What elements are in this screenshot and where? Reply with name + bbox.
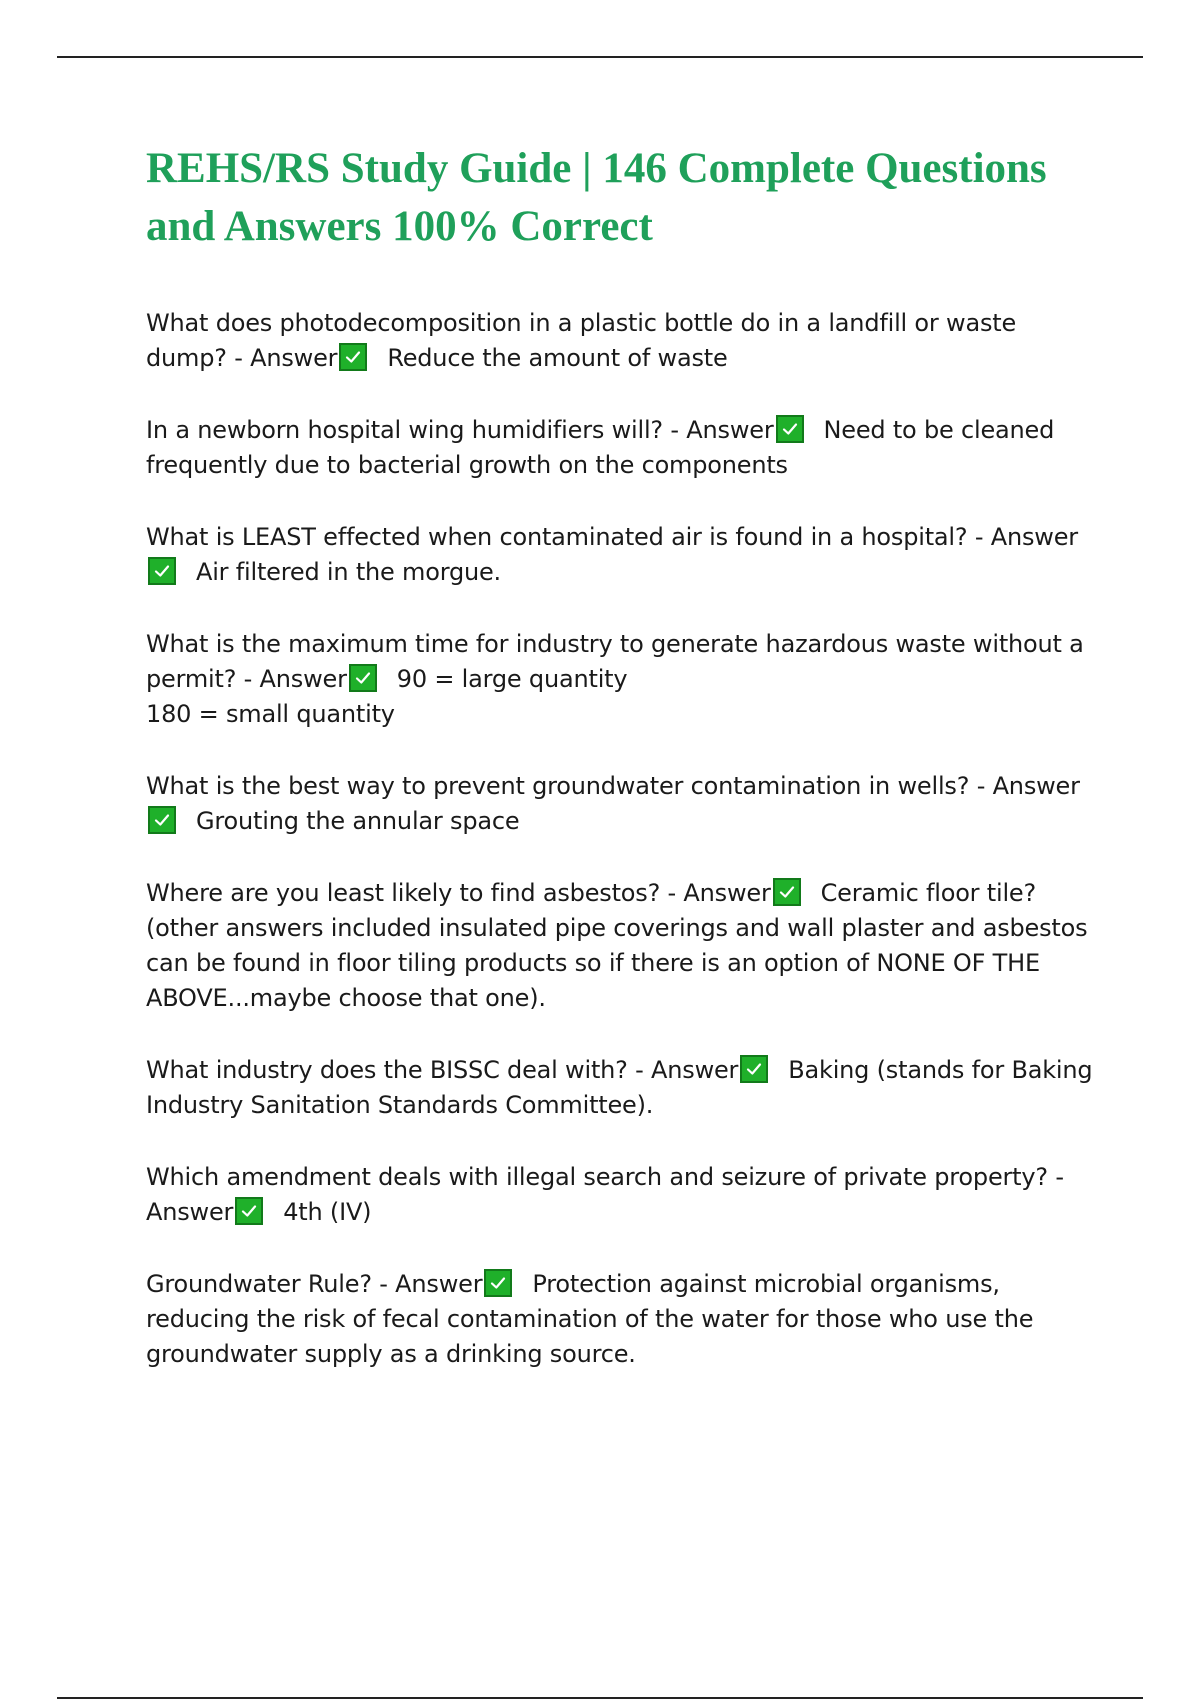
header-rule: [57, 56, 1143, 58]
question-text: What is the maximum time for industry to generate hazardous waste without a permit? - Answer: [146, 630, 1084, 693]
check-mark-icon: [484, 1269, 512, 1297]
answer-text: Air filtered in the morgue.: [196, 558, 501, 586]
qa-item: [146, 769, 1096, 839]
answer-text: Reduce the amount of waste: [387, 344, 728, 372]
answer-text: 90 = large quantity: [396, 665, 628, 693]
question-text: What industry does the BISSC deal with? - Answer: [146, 1056, 739, 1084]
qa-item: [146, 1160, 1096, 1230]
answer-extra-text: 180 = small quantity: [146, 700, 395, 728]
document-body: [146, 140, 1096, 1409]
answer-text: Ceramic floor tile? (other answers included insulated pipe coverings and wall plaster and asbestos can be found in floor tiling products so if there is an option of NONE OF THE ABOVE...maybe choose that one).: [146, 879, 1088, 1012]
qa-list: [146, 306, 1096, 1372]
check-mark-icon: [740, 1055, 768, 1083]
check-mark-icon: [773, 878, 801, 906]
answer-text: Protection against microbial organisms, reducing the risk of fecal contamination of the water for those who use the groundwater supply as a drinking source.: [146, 1270, 1034, 1368]
footer-rule: [57, 1697, 1143, 1699]
check-mark-icon: [349, 664, 377, 692]
answer-text: Grouting the annular space: [196, 807, 520, 835]
qa-item: [146, 876, 1096, 1016]
qa-item: [146, 520, 1096, 590]
document-title: REHS/RS Study Guide | 146 Complete Questions and Answers 100% Correct: [146, 145, 1047, 250]
qa-item: [146, 413, 1096, 483]
check-mark-icon: [776, 415, 804, 443]
question-text: Which amendment deals with illegal search and seizure of private property? - Answer: [146, 1163, 1064, 1226]
question-text: What does photodecomposition in a plastic bottle do in a landfill or waste dump? - Answer: [146, 309, 1017, 372]
check-mark-icon: [148, 557, 176, 585]
question-text: Where are you least likely to find asbestos? - Answer: [146, 879, 771, 907]
check-mark-icon: [235, 1197, 263, 1225]
question-text: In a newborn hospital wing humidifiers will? - Answer: [146, 416, 774, 444]
check-mark-icon: [339, 343, 367, 371]
question-text: What is the best way to prevent groundwater contamination in wells? - Answer: [146, 772, 1080, 800]
qa-item: [146, 627, 1096, 732]
qa-item: [146, 1267, 1096, 1372]
qa-item: [146, 306, 1096, 376]
answer-text: Baking (stands for Baking Industry Sanitation Standards Committee).: [146, 1056, 1093, 1119]
answer-text: 4th (IV): [283, 1198, 372, 1226]
qa-item: [146, 1053, 1096, 1123]
question-text: Groundwater Rule? - Answer: [146, 1270, 483, 1298]
answer-text: Need to be cleaned frequently due to bacterial growth on the components: [146, 416, 1055, 479]
question-text: What is LEAST effected when contaminated air is found in a hospital? - Answer: [146, 523, 1078, 551]
check-mark-icon: [148, 806, 176, 834]
